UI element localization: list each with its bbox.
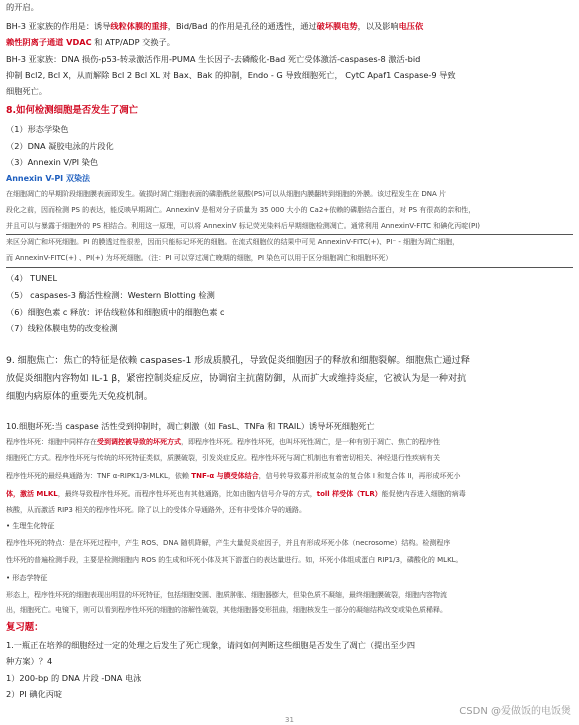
text-line: 细胞死亡。 [6, 86, 47, 96]
paragraph-line [6, 471, 571, 482]
text-line [6, 20, 571, 32]
subheading: Annexin V-PI 双染法 [6, 174, 90, 183]
paragraph-line: 而 AnnexinV-FITC(+) 、PI(+) 为坏死细胞。（注：PI 可以穿过凋亡晚期的细胞，PI 染色可以用于区分细胞凋亡和细胞坏死） [6, 254, 393, 262]
paragraph-line [6, 437, 571, 448]
paragraph-line: 细胞死亡方式。程序性坏死与传统的坏死特征类似，质膜破裂，引发炎症反应。程序性坏死与凋亡机制也有着密切相关、神经退行性疾病有关 [6, 454, 440, 462]
paragraph-line: 性坏死的普遍检测手段，主要是检测细胞内 ROS 的生成和坏死小体及其下游蛋白的表达量进行。如，坏死小体组成蛋白 RIP1/3，磷酸化的 MLKL。 [6, 556, 463, 564]
question-line: 1.一瓶正在培养的细胞经过一定的处理之后发生了死亡现象，请问如何判断这些细胞是否发生了凋亡（提出至少四 [6, 640, 416, 650]
answer-line: 2）PI 碘化丙啶 [6, 689, 63, 699]
highlight-span: toll 样受体（TLR） [316, 490, 382, 498]
list-item: （3）Annexin V/PI 染色 [6, 157, 99, 167]
text-span: ，最终导致程序性坏死。而程序性坏死也有其他通路，比如由胞内信号介导的方式， [57, 490, 317, 498]
highlight-span: 受到调控被导致的坏死方式 [97, 438, 181, 446]
highlight-span: 破坏膜电势 [316, 21, 358, 31]
list-item: （2）DNA 凝胶电泳的片段化 [6, 141, 114, 151]
text-span: 和 ATP/ADP 交换子。 [91, 37, 175, 47]
underline-box [6, 234, 573, 268]
page-number: 31 [285, 716, 294, 724]
highlight-span: 赖性阴离子通道 VDAC [6, 37, 92, 47]
list-item: （6）细胞色素 c 释放：评估线粒体和细胞质中的细胞色素 c [6, 307, 225, 317]
text-span: 程序性坏死的最经典通路为：TNF α-RIPK1/3-MLKL，依赖 [6, 472, 189, 480]
paragraph-line: 来区分凋亡和坏死细胞。PI 的膜透过性很差，因而只能标记坏死的细胞。在流式细胞仪的结果中可见 AnnexinV-FITC(+)、PI⁻ - 细胞为凋亡细胞， [6, 238, 460, 246]
review-heading: 复习题： [6, 622, 44, 633]
answer-line: 1）200-bp 的 DNA 片段 -DNA 电泳 [6, 673, 142, 683]
paragraph-line: 并且可以与暴露于细胞外的 PS 相结合。利用这一原理，可以将 AnnexinV 标记荧光染料后早期细胞检测凋亡。通常利用 AnnexinV-FITC 和碘化丙啶(PI) [6, 222, 481, 230]
paragraph-line: 放促炎细胞内容物如 IL-1 β，紧密控制炎症反应，协调宿主抗菌防御，从而扩大或维持炎症，它被认为是一种对抗 [6, 373, 467, 384]
question-line: 种方案）？4 [6, 656, 53, 666]
paragraph-line: 程序性坏死的特点：是在坏死过程中，产生 ROS、DNA 随机降解，产生大量促炎症因子，并且有形成坏死小体（necrosome）结构。检测程序 [6, 539, 451, 547]
highlight-span: 电压依 [398, 21, 424, 31]
section-heading: 8.如何检测细胞是否发生了凋亡 [6, 105, 138, 116]
paragraph-line: 形态上，程序性坏死的细胞表现出明显的坏死特征，包括细胞变圆、胞质肿胀、细胞器膨大，但染色质不凝缩，最终细胞膜破裂，细胞内容物流 [6, 591, 447, 599]
paragraph-line: 段化之前，因而检测 PS 的表达，能反映早期凋亡。AnnexinV 是相对分子质量为 35 000 大小的 Ca2+依赖的磷脂结合蛋白，对 PS 有很高的亲和性， [6, 206, 476, 214]
paragraph-line [6, 489, 571, 500]
text-line: BH-3 亚家族：DNA 损伤-p53-转录激活作用-PUMA 生长因子-去磷酸化-Bad 死亡受体激活-caspases-8 激活-bid [6, 54, 421, 64]
list-item: （1）形态学染色 [6, 124, 69, 134]
section-heading: 10.细胞坏死:当 caspase 活性受到抑制时，凋亡刺激（如 FasL、TNFa 和 TRAIL）诱导坏死细胞死亡 [6, 421, 375, 431]
text-line: 抑制 Bcl2, Bcl X，从而解除 Bcl 2 Bcl XL 对 Bax、Bak 的抑制，Endo - G 导致细胞死亡， CytC Apaf1 Caspase-9 导致 [6, 70, 456, 80]
bullet-heading: • 形态学特征 [6, 574, 48, 582]
text-span: ，即程序性坏死。程序性坏死，也叫坏死性凋亡，是一种有别于凋亡、焦亡的程序性 [181, 438, 440, 446]
highlight-span: 线粒体膜的重排 [110, 21, 168, 31]
paragraph-line: 核酸，从而激活 RIP3 相关的程序性坏死。除了以上的受体介导通路外，还有非受体介导的通路。 [6, 506, 307, 514]
list-item: （4） TUNEL [6, 273, 58, 283]
paragraph-line: 细胞内病原体的重要先天免疫机制。 [6, 391, 153, 402]
paragraph-line: 出，细胞死亡。电镜下，则可以看到程序性坏死的细胞的溶解性破裂，其他细胞器变形扭曲，细胞核发生一部分的凝缩结构改变或染色质稀释。 [6, 606, 447, 614]
text-span: 能促使内吞进入细胞的病毒 [381, 490, 466, 498]
paragraph-line: 9. 细胞焦亡：焦亡的特征是依赖 caspases-1 形成质膜孔，导致促炎细胞因子的释放和细胞裂解。细胞焦亡通过释 [6, 355, 470, 366]
list-item: （5） caspases-3 酶活性检测：Western Blotting 检测 [6, 290, 215, 300]
text-span: 程序性坏死：细胞中同样存在 [6, 438, 97, 446]
text-span: BH-3 亚家族的作用是：诱导 [6, 21, 111, 31]
list-item: （7）线粒体膜电势的改变检测 [6, 323, 118, 333]
text-span: ，以及影响 [357, 21, 399, 31]
bullet-heading: • 生理生化特征 [6, 522, 55, 530]
text-line [6, 36, 571, 48]
highlight-span: 体，激活 MLKL [6, 490, 58, 498]
highlight-span: TNF-α 与膜受体结合 [188, 472, 259, 480]
paragraph-line: 在细胞凋亡的早期阶段细胞膜表面即发生。破损时凋亡细胞表面的磷脂酰丝氨酸(PS)可以从细胞内膜翻转到细胞的外膜。该过程发生在 DNA 片 [6, 190, 446, 198]
text-span: ，信号转导致募并形成复杂的复合体 I 和复合体 II，再形成坏死小 [258, 472, 461, 480]
text-line: 的开启。 [6, 2, 39, 12]
watermark: CSDN @爱做饭的电饭煲 [459, 706, 571, 717]
text-span: ，Bid/Bad 的作用是孔径的通透性，通过 [167, 21, 317, 31]
